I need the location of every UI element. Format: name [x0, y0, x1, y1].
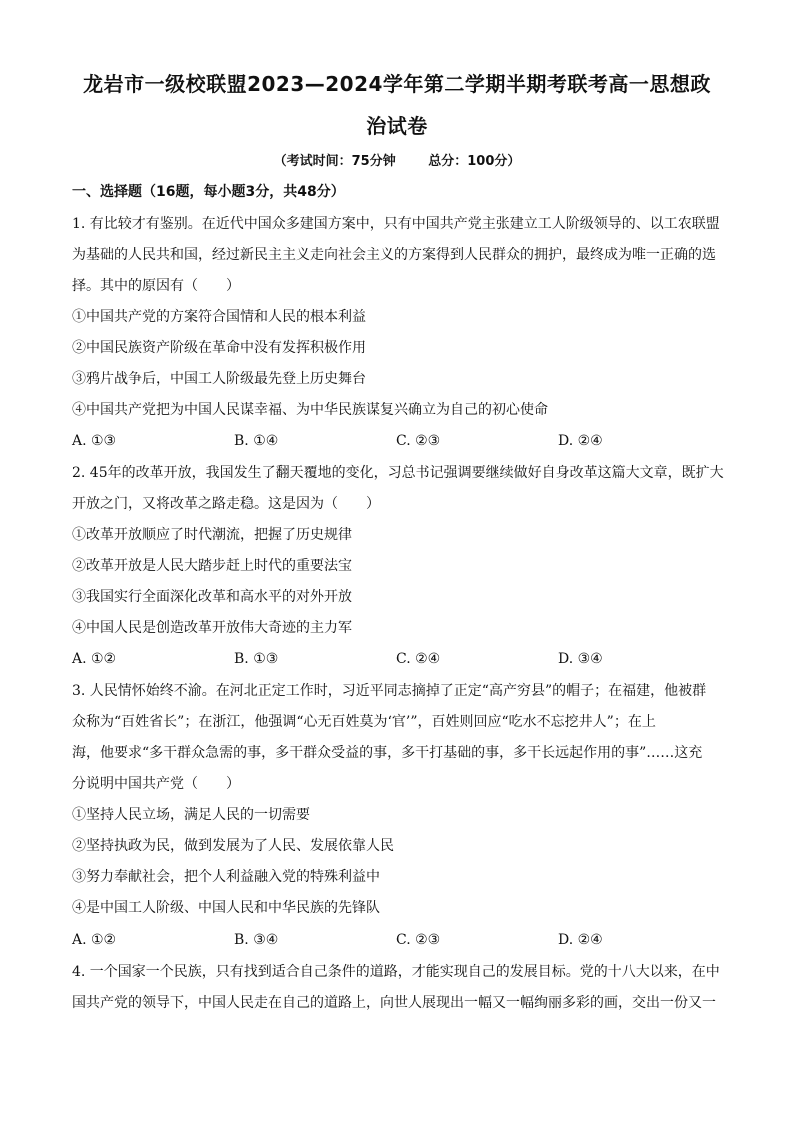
question-3-item: ①坚持人民立场，满足人民的一切需要 — [72, 807, 310, 823]
question-1-option-c: C. ②③ — [396, 433, 441, 449]
question-2-item: ②改革开放是人民大踏步赶上时代的重要法宝 — [72, 558, 352, 574]
question-4-stem-line: 国共产党的领导下，中国人民走在自己的道路上，向世人展现出一幅又一幅绚丽多彩的画，交出一份又一 — [72, 995, 716, 1011]
question-3-stem-line: 海，他要求“多干群众急需的事，多干群众受益的事，多干打基础的事，多干长远起作用的事”……这充 — [72, 745, 703, 761]
question-2-item: ④中国人民是创造改革开放伟大奇迹的主力军 — [72, 620, 352, 636]
question-3-option-d: D. ②④ — [558, 932, 603, 948]
question-1-stem-line: 择。其中的原因有（ ） — [72, 278, 240, 294]
question-3-item: ②坚持执政为民，做到发展为了人民、发展依靠人民 — [72, 838, 394, 854]
question-2-item: ①改革开放顺应了时代潮流，把握了历史规律 — [72, 527, 352, 543]
question-1-option-a: A. ①③ — [72, 433, 117, 449]
question-3-option-c: C. ②③ — [396, 932, 441, 948]
exam-time: （考试时间：75分钟 — [273, 154, 396, 169]
section-heading: 一、选择题（16题，每小题3分，共48分） — [72, 184, 345, 200]
question-2-option-a: A. ①② — [72, 651, 117, 667]
question-3-stem-line: 分说明中国共产党（ ） — [72, 776, 240, 792]
question-1-stem-line: 1. 有比较才有鉴别。在近代中国众多建国方案中，只有中国共产党主张建立工人阶级领导的、以工农联盟 — [72, 216, 720, 232]
question-1-item: ④中国共产党把为中国人民谋幸福、为中华民族谋复兴确立为自己的初心使命 — [72, 402, 548, 418]
question-2-stem-line: 开放之门，又将改革之路走稳。这是因为（ ） — [72, 496, 380, 512]
question-1-option-b: B. ①④ — [234, 433, 279, 449]
question-1-stem-line: 为基础的人民共和国，经过新民主主义走向社会主义的方案得到人民群众的拥护，最终成为唯一正确的选 — [72, 247, 716, 263]
question-2-item: ③我国实行全面深化改革和高水平的对外开放 — [72, 589, 352, 605]
question-2-option-c: C. ②④ — [396, 651, 441, 667]
question-3-option-a: A. ①② — [72, 932, 117, 948]
question-1-item: ③鸦片战争后，中国工人阶级最先登上历史舞台 — [72, 371, 366, 387]
question-4-stem-line: 4. 一个国家一个民族，只有找到适合自己条件的道路，才能实现自己的发展目标。党的十八大以来，在中 — [72, 964, 720, 980]
exam-title-line-2: 治试卷 — [366, 114, 428, 138]
question-2-option-b: B. ①③ — [234, 651, 279, 667]
exam-info — [0, 150, 794, 169]
question-3-item: ③努力奉献社会，把个人利益融入党的特殊利益中 — [72, 869, 380, 885]
question-1-item: ①中国共产党的方案符合国情和人民的根本利益 — [72, 309, 366, 325]
exam-title-line-1: 龙岩市一级校联盟2023—2024学年第二学期半期考联考高一思想政 — [83, 72, 711, 96]
question-1-item: ②中国民族资产阶级在革命中没有发挥积极作用 — [72, 340, 366, 356]
question-3-item: ④是中国工人阶级、中国人民和中华民族的先锋队 — [72, 900, 380, 916]
exam-total-score: 总分：100分） — [428, 154, 521, 169]
question-3-stem-line: 3. 人民情怀始终不渝。在河北正定工作时，习近平同志摘掉了正定“高产穷县”的帽子；在福建，他被群 — [72, 683, 707, 699]
question-3-option-b: B. ③④ — [234, 932, 279, 948]
question-2-option-d: D. ③④ — [558, 651, 603, 667]
question-1-option-d: D. ②④ — [558, 433, 603, 449]
question-2-stem-line: 2. 45年的改革开放，我国发生了翻天覆地的变化，习总书记强调要继续做好自身改革这篇大文章，既扩大 — [72, 465, 724, 481]
question-3-stem-line: 众称为“百姓省长”；在浙江，他强调“心无百姓莫为‘官’”，百姓则回应“吃水不忘挖井人”；在上 — [72, 714, 656, 730]
